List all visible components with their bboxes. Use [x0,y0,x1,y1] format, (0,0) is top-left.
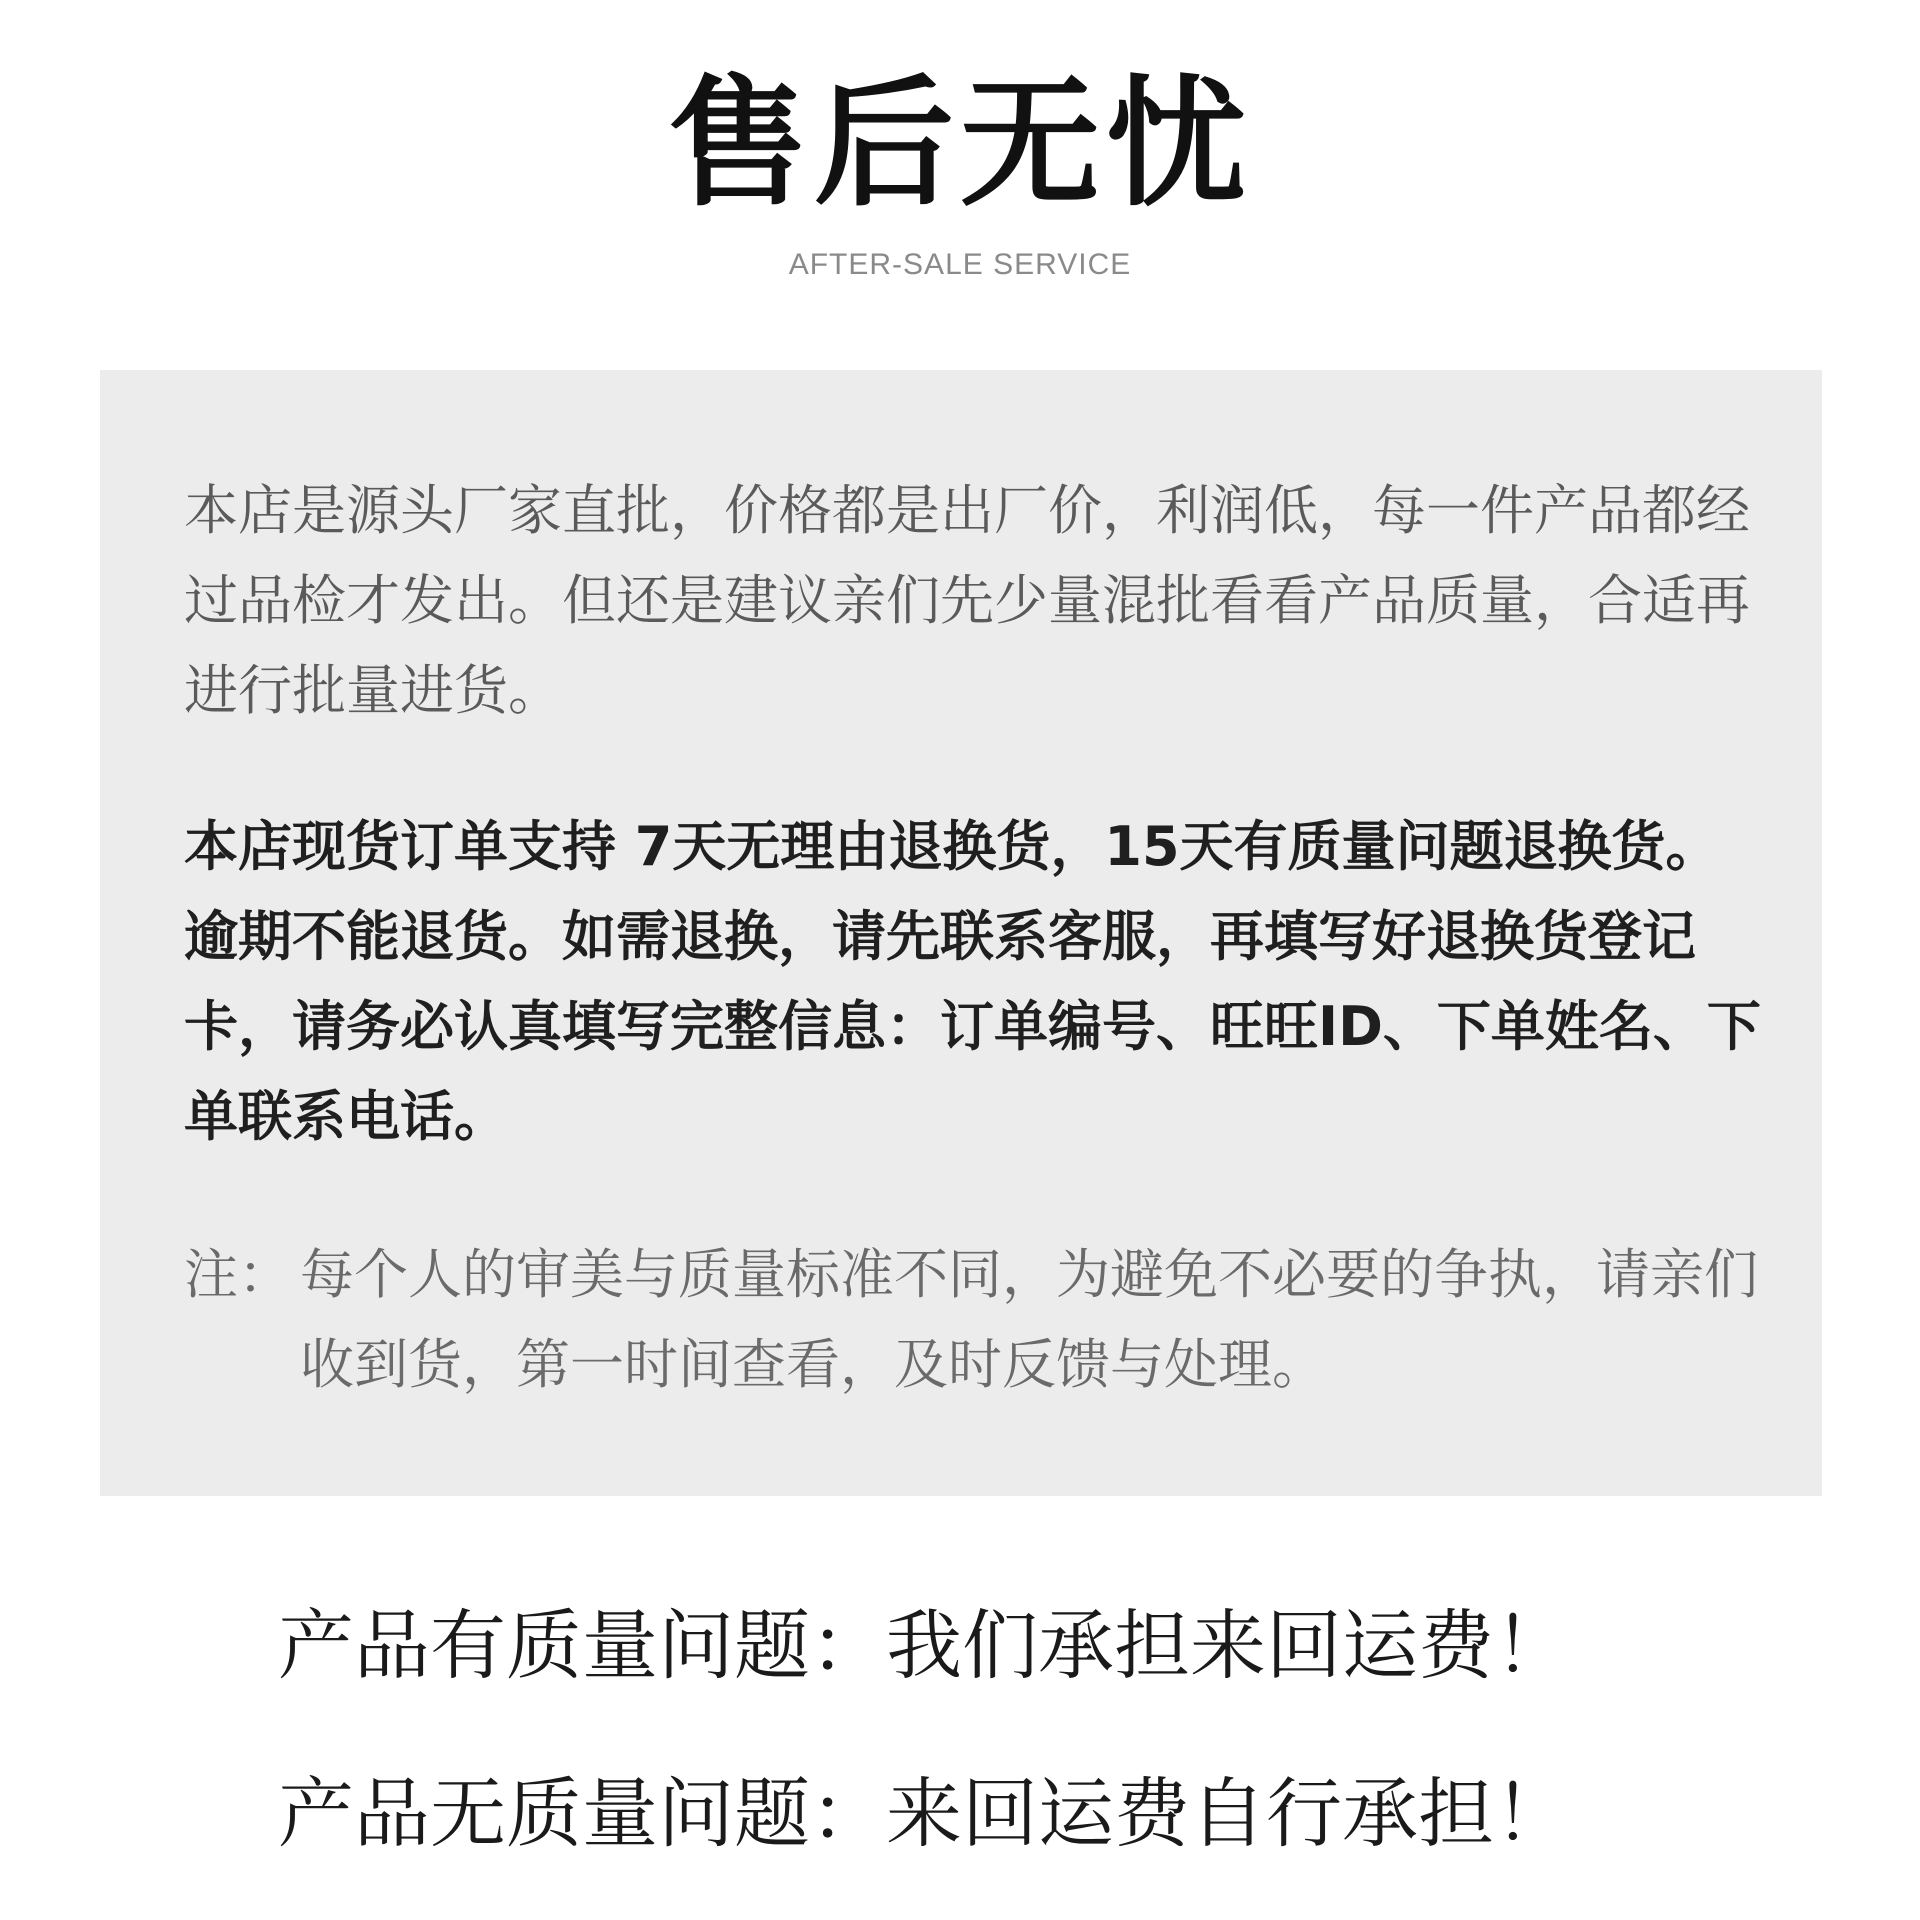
page-title: 售后无忧 [667,63,1252,226]
note-label: 注： [184,1243,292,1306]
info-panel [100,370,1822,1496]
return-policy-paragraph: 本店现货订单支持 7天无理由退换货，15天有质量问题退换货。逾期不能退货。如需退换，请先联系客服，再填写好退换货登记卡，请务必认真填写完整信息：订单编号、旺旺ID、下单姓名、下单联系电话。 [184,815,1761,1148]
quality-issue-shipping-line: 产品有质量问题：我们承担来回运费！ [278,1601,1570,1690]
page-subtitle: AFTER-SALE SERVICE [788,248,1132,281]
wholesale-notice-paragraph: 本店是源头厂家直批，价格都是出厂价，利润低，每一件产品都经过品检才发出。但还是建议亲们先少量混批看看产品质量，合适再进行批量进货。 [184,479,1750,722]
note-text: 每个人的审美与质量标准不同，为避免不必要的争执，请亲们收到货，第一时间查看，及时反馈与处理。 [300,1243,1758,1396]
no-quality-issue-shipping-line: 产品无质量问题：来回运费自行承担！ [278,1769,1570,1858]
note-block [184,1230,1764,1410]
